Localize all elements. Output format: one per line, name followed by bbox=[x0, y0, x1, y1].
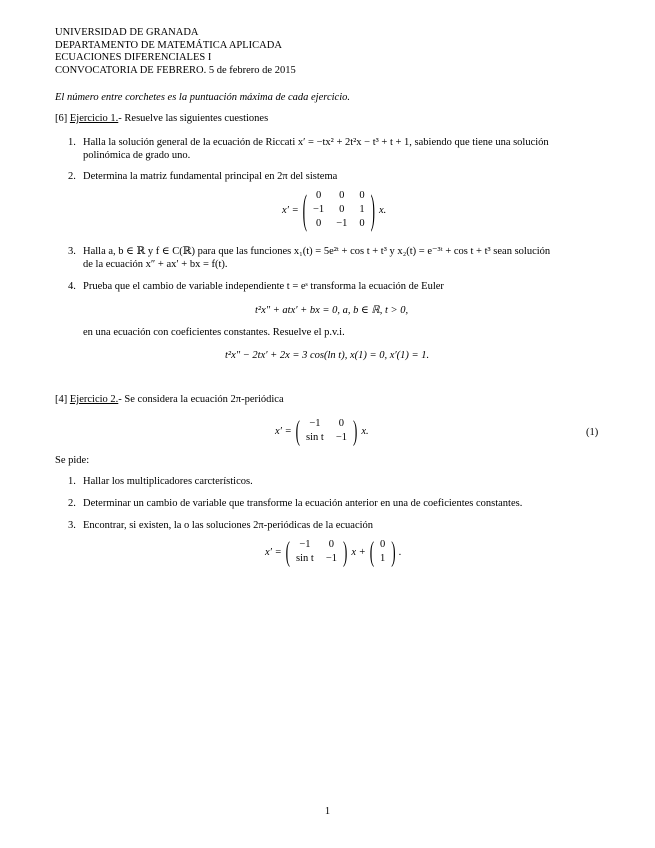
eq3-mid: x + bbox=[351, 546, 366, 558]
ex2-equation bbox=[275, 413, 369, 447]
ex2-item-3-number: 3. bbox=[68, 520, 76, 531]
matrix-cell: 0 bbox=[339, 204, 345, 215]
right-paren: ) bbox=[370, 184, 375, 233]
matrix-cell: −1 bbox=[325, 553, 337, 564]
exam-header bbox=[55, 27, 296, 77]
matrix-cell: −1 bbox=[309, 418, 321, 429]
matrix-cell: 0 bbox=[315, 190, 322, 201]
page-number: 1 bbox=[324, 806, 331, 817]
ex1-item-2-line1: Determina la matriz fundamental principal en 2π del sistema bbox=[83, 171, 338, 182]
matrix-cell: 1 bbox=[359, 204, 365, 215]
ex2-item-2-text: Determinar un cambio de variable que transforme la ecuación anterior en una de coeficientes constantes. bbox=[83, 498, 523, 509]
matrix-cell: 0 bbox=[315, 218, 322, 229]
ex1-item-2-rhs: x. bbox=[378, 204, 387, 216]
eq3-matrix bbox=[285, 534, 348, 568]
exercise-1-intro: - Resuelve las siguientes cuestiones bbox=[118, 113, 269, 124]
matrix-cell: −1 bbox=[335, 432, 347, 443]
course-name: ECUACIONES DIFERENCIALES I bbox=[55, 52, 212, 63]
matrix-cell: −1 bbox=[313, 204, 325, 215]
ex1-item-4-number: 4. bbox=[68, 281, 76, 292]
ex1-item-4-line1: Prueba que el cambio de variable independiente t = eˢ transforma la ecuación de Euler bbox=[83, 281, 444, 292]
asks-label: Se pide: bbox=[55, 455, 90, 466]
university-name: UNIVERSIDAD DE GRANADA bbox=[55, 27, 199, 38]
ex1-item-3-number: 3. bbox=[68, 246, 76, 257]
matrix-cell: −1 bbox=[299, 539, 311, 550]
exercise-2-heading bbox=[55, 394, 284, 406]
ex1-item-3-line1: Halla a, b ∈ ℝ y f ∈ C(ℝ) para que las funciones x₁(t) = 5e²ᵗ + cos t + t³ y x₂(t) = e⁻³ᵗ + cos t + t³ sean solución bbox=[83, 246, 551, 257]
left-paren: ( bbox=[295, 413, 301, 447]
ex2-matrix bbox=[295, 413, 358, 447]
exercise-1-heading bbox=[55, 113, 268, 125]
left-paren: ( bbox=[302, 184, 308, 233]
matrix-cell: 0 bbox=[359, 190, 365, 201]
ex1-item-2-lhs: x′ = bbox=[282, 204, 299, 216]
ex2-item-2-number: 2. bbox=[68, 498, 76, 509]
exam-call: CONVOCATORIA DE FEBRERO. 5 de febrero de 2015 bbox=[55, 64, 296, 76]
exercise-1-title: Ejercicio 1. bbox=[69, 113, 119, 124]
matrix-cell: sin t bbox=[306, 432, 324, 443]
ex1-item-1-line2: polinómica de grado uno. bbox=[83, 150, 191, 161]
ex2-item-3-text: Encontrar, si existen, la o las soluciones 2π-periódicas de la ecuación bbox=[83, 520, 374, 531]
exercise-1-score: [6] bbox=[55, 113, 68, 124]
ex1-item-2-equation bbox=[282, 184, 387, 233]
ex2-item-1-number: 1. bbox=[68, 476, 76, 487]
right-paren: ) bbox=[391, 534, 396, 568]
equation-number: (1) bbox=[586, 427, 599, 438]
vector-cell: 1 bbox=[380, 553, 386, 564]
eq3-vector bbox=[369, 534, 396, 568]
matrix-cell: 0 bbox=[359, 218, 365, 229]
ex1-item-2-matrix bbox=[302, 184, 375, 233]
left-paren: ( bbox=[369, 534, 375, 568]
ex2-rhs: x. bbox=[361, 425, 369, 437]
ex2-item-3-equation bbox=[265, 534, 402, 568]
ex1-item-1-line1: Halla la solución general de la ecuación de Riccati x′ = −tx² + 2t²x − t³ + t + 1, sabiendo que tiene una solución bbox=[83, 137, 549, 148]
matrix-cell: 0 bbox=[339, 190, 345, 201]
ex1-item-4-euler-equation: t²x″ + atx′ + bx = 0, a, b ∈ ℝ, t > 0, bbox=[255, 305, 409, 316]
eq3-end: . bbox=[398, 546, 402, 558]
matrix-cell: sin t bbox=[296, 553, 314, 564]
ex1-item-2-number: 2. bbox=[68, 171, 76, 182]
ex1-item-4-line2: en una ecuación con coeficientes constantes. Resuelve el p.v.i. bbox=[83, 327, 345, 338]
left-paren: ( bbox=[285, 534, 291, 568]
right-paren: ) bbox=[352, 413, 358, 447]
right-paren: ) bbox=[342, 534, 348, 568]
matrix-cell: 0 bbox=[338, 418, 345, 429]
matrix-cell: 0 bbox=[328, 539, 335, 550]
ex1-item-3-line2: de la ecuación x″ + ax′ + bx = f(t). bbox=[83, 259, 228, 270]
department-name: DEPARTAMENTO DE MATEMÁTICA APLICADA bbox=[55, 39, 282, 51]
ex2-item-1-text: Hallar los multiplicadores carcterísticos. bbox=[83, 476, 253, 487]
exercise-2-score: [4] bbox=[55, 394, 68, 405]
score-note: El número entre corchetes es la puntuación máxima de cada ejercicio. bbox=[55, 92, 350, 103]
eq3-lhs: x′ = bbox=[265, 546, 282, 558]
vector-cell: 0 bbox=[380, 539, 386, 550]
ex1-item-1-number: 1. bbox=[68, 137, 76, 148]
exercise-2-intro: - Se considera la ecuación 2π-periódica bbox=[118, 394, 284, 405]
ex2-lhs: x′ = bbox=[275, 425, 292, 437]
matrix-cell: −1 bbox=[336, 218, 348, 229]
ex1-item-4-ivp: t²x″ − 2tx′ + 2x = 3 cos(ln t), x(1) = 0, x′(1) = 1. bbox=[225, 350, 430, 361]
exercise-2-title: Ejercicio 2. bbox=[69, 394, 119, 405]
